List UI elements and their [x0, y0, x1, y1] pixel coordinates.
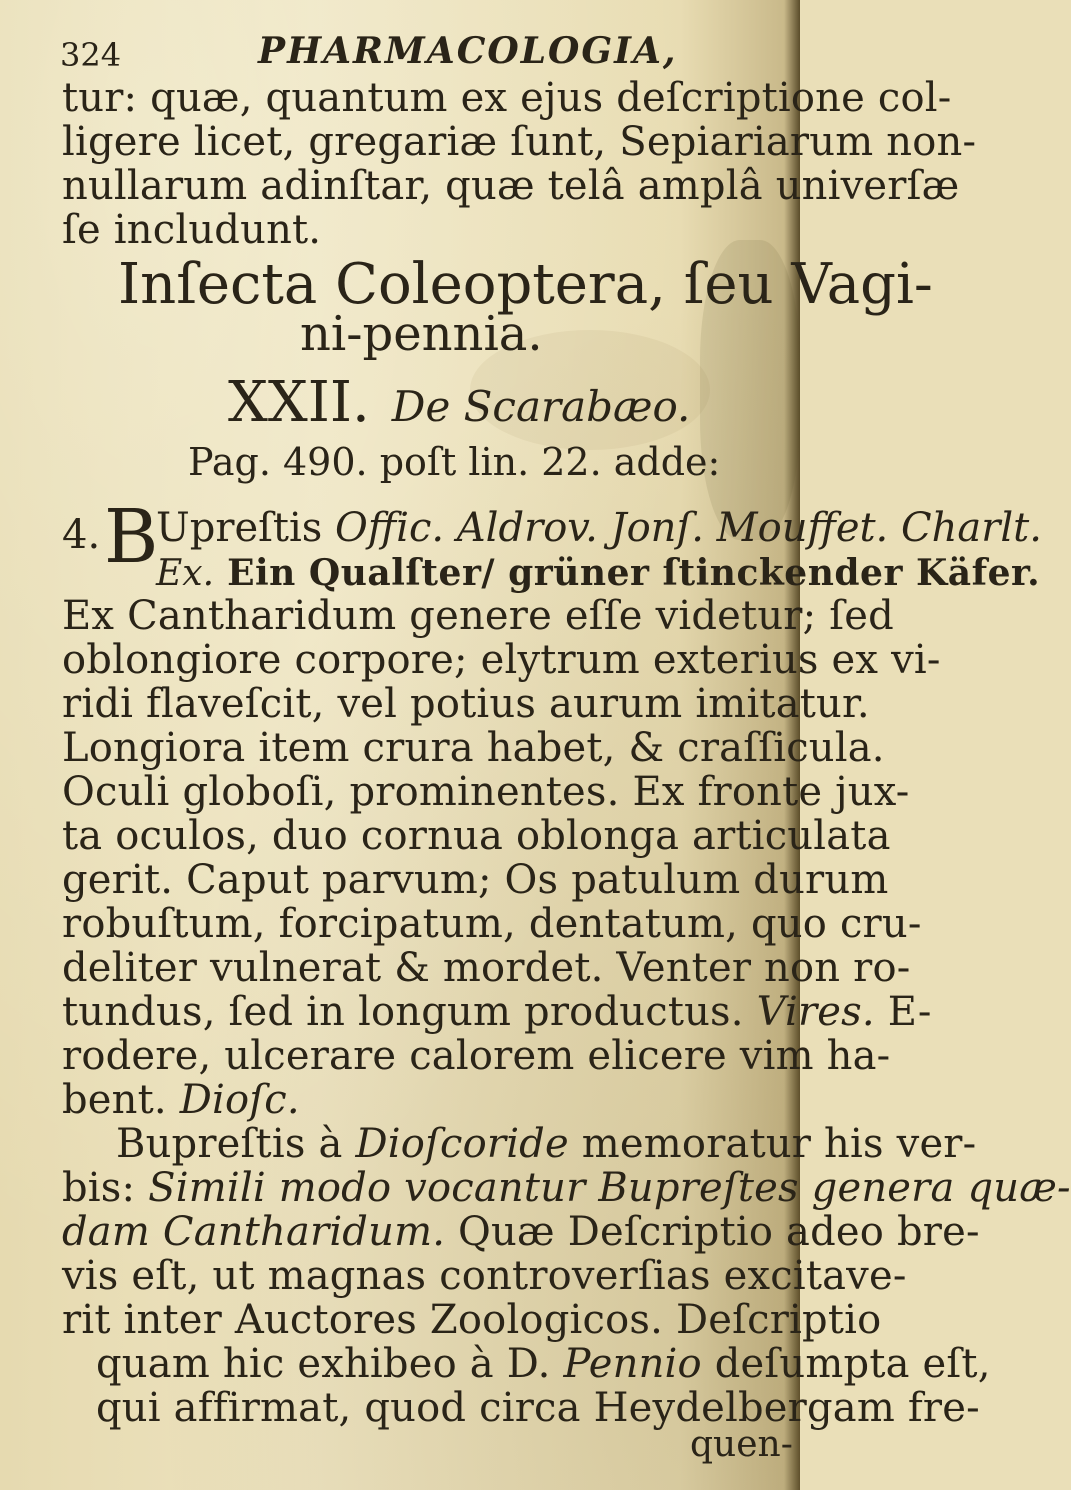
intro-line-2: ligere licet, gregariæ ſunt, Sepiariarum non- [62, 119, 977, 165]
para5-line-5: rit inter Auctores Zoologicos. Deſcriptio [62, 1297, 882, 1343]
section-heading-line-2: ni-pennia. [300, 306, 543, 362]
body-line: robuſtum, forcipatum, dentatum, quo cru- [62, 901, 922, 947]
body-line: oblongiore corpore; elytrum exterius ex vi- [62, 637, 941, 683]
para4-line-b: Ex. Ein Qualſter/ grüner ſtinckender Käfer. [156, 552, 1041, 594]
chapter-number: XXII. [228, 370, 370, 435]
para5-line-3: dam Cantharidum. Quæ Deſcriptio adeo bre- [62, 1209, 980, 1255]
section-heading-line-1: Inſecta Coleoptera, ſeu Vagi- [118, 252, 933, 317]
paragraph-number: 4. [62, 512, 101, 558]
catchword: quen- [690, 1424, 793, 1465]
body-line: Ex Cantharidum genere eſſe videtur; ſed [62, 593, 894, 639]
intro-line-3: nullarum adinſtar, quæ telâ amplâ univerſæ [62, 163, 960, 209]
intro-line-4: ſe includunt. [62, 207, 322, 253]
para5-line-6: quam hic exhibeo à D. Pennio deſumpta eſt, [96, 1341, 991, 1387]
body-line: ridi flaveſcit, vel potius aurum imitatur. [62, 681, 870, 727]
body-line: rodere, ulcerare calorem elicere vim ha- [62, 1033, 891, 1079]
para4-line-a: Upreſtis Offic. Aldrov. Jonſ. Mouffet. Charlt. [156, 505, 1042, 551]
para5-line-4: vis eſt, ut magnas controverſias excitave- [62, 1253, 907, 1299]
running-head: PHARMACOLOGIA, [258, 30, 678, 72]
body-line: Longiora item crura habet, & craſſicula. [62, 725, 885, 771]
chapter-heading [228, 370, 690, 435]
para5-line-7: qui affirmat, quod circa Heydelbergam fre- [96, 1385, 980, 1431]
drop-cap: B [104, 494, 159, 580]
body-line: deliter vulnerat & mordet. Venter non ro- [62, 945, 911, 991]
intro-line-1: tur: quæ, quantum ex ejus deſcriptione col- [62, 75, 952, 121]
para5-line-2: bis: Simili modo vocantur Bupreſtes genera quæ- [62, 1165, 1071, 1211]
page-reference: Pag. 490. poſt lin. 22. adde: [188, 440, 721, 484]
para5-line-1: Bupreſtis à Dioſcoride memoratur his ver- [116, 1121, 977, 1167]
body-line-vires: tundus, ſed in longum productus. Vires. E- [62, 989, 932, 1035]
chapter-title: De Scarabæo. [391, 382, 691, 431]
page-number: 324 [60, 36, 122, 74]
body-line-bent: bent. Dioſc. [62, 1077, 300, 1123]
body-line: Oculi globoſi, prominentes. Ex fronte jux- [62, 769, 910, 815]
body-line: gerit. Caput parvum; Os patulum durum [62, 857, 889, 903]
body-line: ta oculos, duo cornua oblonga articulata [62, 813, 891, 859]
